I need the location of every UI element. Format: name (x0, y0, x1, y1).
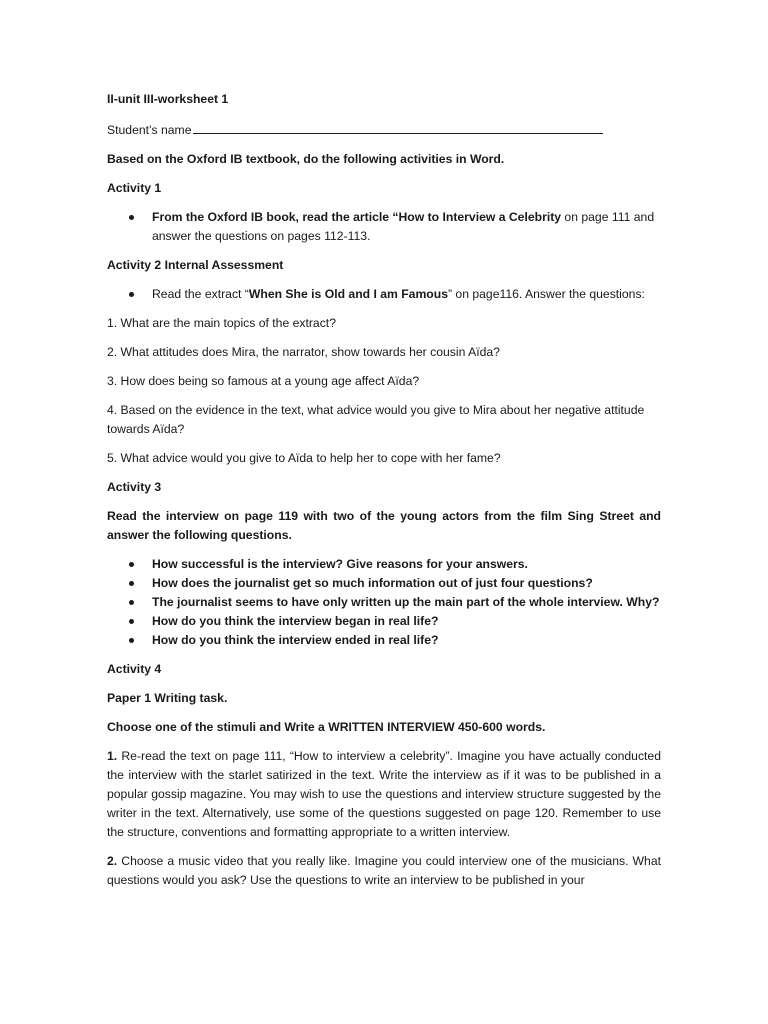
option1-text: Re-read the text on page 111, “How to interview a celebrity”. Imagine you have actually conducted the interview with the starlet satirized in the text. Write the interview as if it was to be published in a popular gossip magazine. You may wish to use the questions and interview structure suggested by the writer in the text. Alternatively, use some of the questions suggested on page 120. Remember to use the structure, conventions and formatting appropriate to a written interview. (107, 749, 661, 839)
list-item: How do you think the interview ended in real life? (107, 631, 661, 650)
document-body (107, 90, 661, 900)
list-item: The journalist seems to have only written up the main part of the whole interview. Why? (107, 593, 661, 612)
worksheet-title: II-unit III-worksheet 1 (107, 92, 229, 106)
activity1-bullet-bold: From the Oxford IB book, read the article “How to Interview a Celebrity (152, 210, 562, 224)
option1-number: 1. (107, 749, 118, 763)
activity3-heading: Activity 3 (107, 480, 162, 494)
activity1-heading: Activity 1 (107, 181, 162, 195)
activity4-option-2 (107, 852, 661, 890)
activity2-question: 4. Based on the evidence in the text, what advice would you give to Mira about her negative attitude towards Aïda? (107, 403, 645, 436)
list-item: How does the journalist get so much information out of just four questions? (107, 574, 661, 593)
option2-number: 2. (107, 854, 118, 868)
list-item (107, 285, 661, 304)
option2-text: Choose a music video that you really like. Imagine you could interview one of the musicians. What questions would you ask? Use the questions to write an interview to be published in your (107, 854, 661, 887)
activity2-question: 5. What advice would you give to Aïda to help her to cope with her fame? (107, 451, 501, 465)
list-item (107, 208, 661, 246)
activity4-heading: Activity 4 (107, 662, 162, 676)
student-name-blank (193, 119, 603, 134)
activity4-option-1 (107, 747, 661, 842)
activity4-task: Paper 1 Writing task. (107, 691, 228, 705)
student-name-line (107, 119, 661, 140)
activity2-question: 2. What attitudes does Mira, the narrator, show towards her cousin Aïda? (107, 345, 500, 359)
list-item: How successful is the interview? Give reasons for your answers. (107, 555, 661, 574)
activity3-intro: Read the interview on page 119 with two of the young actors from the film Sing Street and answer the following questions. (107, 509, 661, 542)
activity1-list (107, 208, 661, 246)
intro-instruction: Based on the Oxford IB textbook, do the following activities in Word. (107, 152, 505, 166)
activity2-list (107, 285, 661, 304)
activity4-instruction: Choose one of the stimuli and Write a WRITTEN INTERVIEW 450-600 words. (107, 720, 546, 734)
activity2-bullet-bold: When She is Old and I am Famous (248, 287, 448, 301)
activity2-bullet-post: ” on page116. Answer the questions: (447, 287, 645, 301)
activity3-list (107, 555, 661, 650)
activity2-heading: Activity 2 Internal Assessment (107, 258, 284, 272)
activity1-bullet-rest: on page 111 and answer the questions on pages 112-113. (152, 210, 655, 243)
activity2-question: 3. How does being so famous at a young age affect Aïda? (107, 374, 420, 388)
list-item: How do you think the interview began in real life? (107, 612, 661, 631)
activity2-bullet-pre: Read the extract “ (152, 287, 249, 301)
activity2-question: 1. What are the main topics of the extract? (107, 316, 336, 330)
student-name-label: Student’s name (107, 123, 192, 137)
